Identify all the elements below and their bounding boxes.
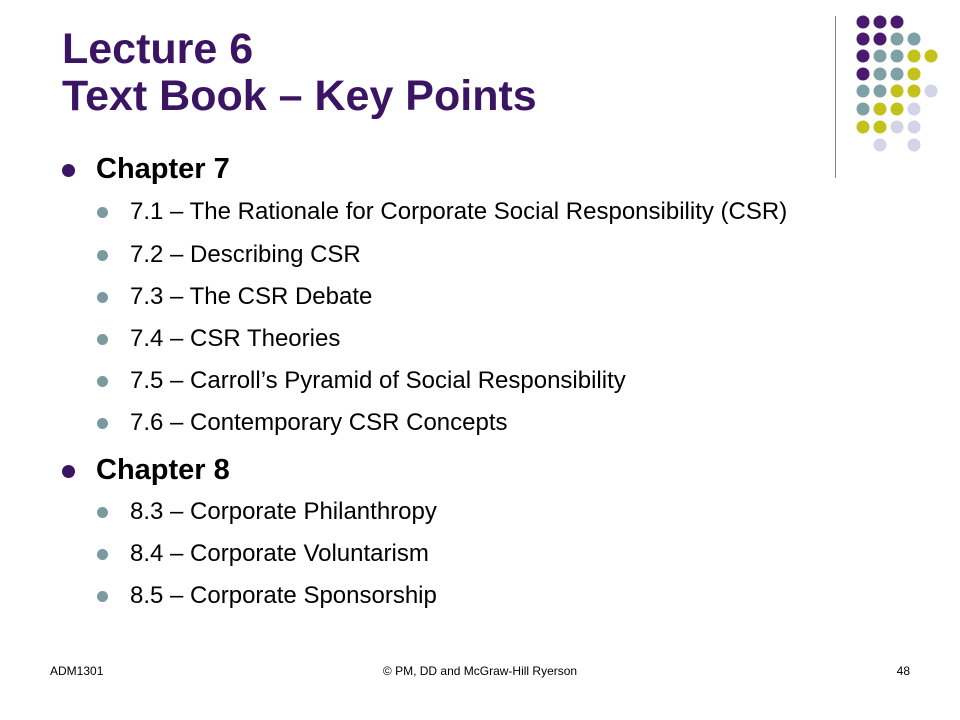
chapter-heading: Chapter 7 xyxy=(62,152,822,186)
list-item: 7.5 – Carroll’s Pyramid of Social Responsibility xyxy=(62,367,822,395)
title-line-1: Lecture 6 xyxy=(62,25,254,73)
list-item: 8.5 – Corporate Sponsorship xyxy=(62,582,822,610)
slide-body xyxy=(62,152,822,610)
chapter-8-list xyxy=(62,498,822,610)
list-item: 7.4 – CSR Theories xyxy=(62,325,822,353)
footer-page-number: 48 xyxy=(896,664,910,678)
list-item: 8.3 – Corporate Philanthropy xyxy=(62,498,822,526)
list-item: 7.1 – The Rationale for Corporate Social Responsibility (CSR) xyxy=(62,198,822,226)
chapter-7-list xyxy=(62,198,822,437)
title-line-2: Text Book – Key Points xyxy=(62,72,537,120)
footer-course: ADM1301 xyxy=(50,664,104,678)
footer-copyright: © PM, DD and McGraw-Hill Ryerson xyxy=(382,664,578,678)
list-item: 7.6 – Contemporary CSR Concepts xyxy=(62,409,822,437)
list-item: 8.4 – Corporate Voluntarism xyxy=(62,540,822,568)
dot-grid-group xyxy=(857,16,938,152)
chapter-heading: Chapter 8 xyxy=(62,453,822,487)
list-item: 7.2 – Describing CSR xyxy=(62,241,822,269)
list-item: 7.3 – The CSR Debate xyxy=(62,283,822,311)
